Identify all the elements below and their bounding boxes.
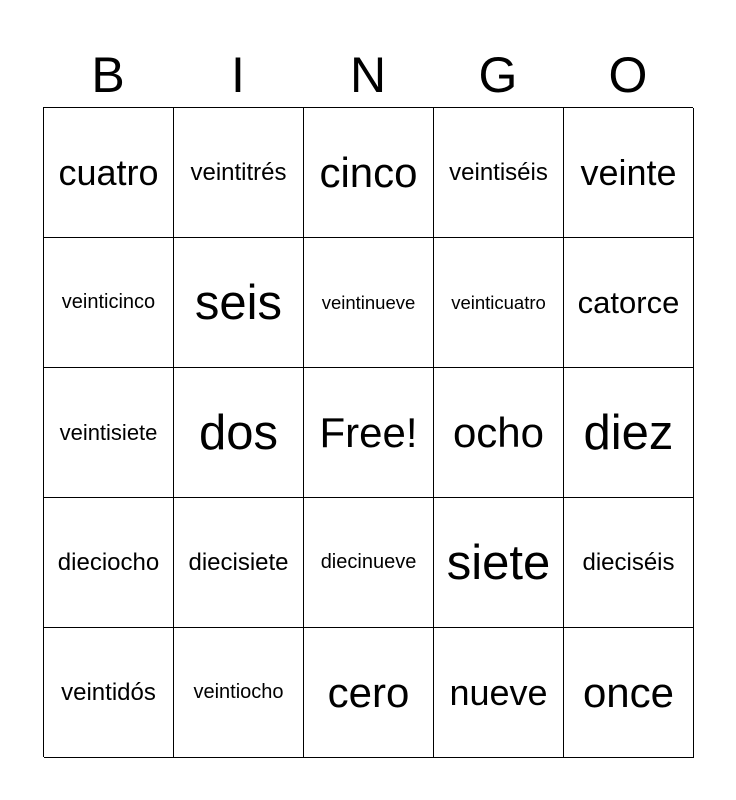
bingo-cell[interactable]: cero [304,628,434,758]
bingo-cell[interactable]: veinte [564,108,694,238]
header-letter-g: G [478,47,518,103]
bingo-cell[interactable]: veinticinco [44,238,174,368]
bingo-cell[interactable]: seis [174,238,304,368]
bingo-cell[interactable]: siete [434,498,564,628]
bingo-cell[interactable]: veintiocho [174,628,304,758]
bingo-cell[interactable]: once [564,628,694,758]
header-letter-n: N [349,47,387,103]
bingo-cell[interactable]: dieciocho [44,498,174,628]
bingo-cell[interactable]: diecisiete [174,498,304,628]
bingo-cell[interactable]: catorce [564,238,694,368]
bingo-cell[interactable]: nueve [434,628,564,758]
bingo-cell[interactable]: veintitrés [174,108,304,238]
bingo-cell[interactable]: veintiséis [434,108,564,238]
bingo-cell[interactable]: cinco [304,108,434,238]
bingo-cell[interactable]: dieciséis [564,498,694,628]
bingo-cell[interactable]: diez [564,368,694,498]
bingo-cell[interactable]: cuatro [44,108,174,238]
bingo-cell[interactable]: ocho [434,368,564,498]
header-letter-b: B [91,47,125,103]
bingo-cell[interactable]: veintidós [44,628,174,758]
bingo-cell[interactable]: veintisiete [44,368,174,498]
header-letter-o: O [608,47,648,103]
bingo-board [43,107,693,757]
bingo-cell[interactable]: diecinueve [304,498,434,628]
bingo-cell free-space[interactable]: Free! [304,368,434,498]
bingo-header [43,44,693,106]
header-letter-i: I [231,47,245,103]
bingo-cell[interactable]: dos [174,368,304,498]
bingo-cell[interactable]: veintinueve [304,238,434,368]
bingo-cell[interactable]: veinticuatro [434,238,564,368]
